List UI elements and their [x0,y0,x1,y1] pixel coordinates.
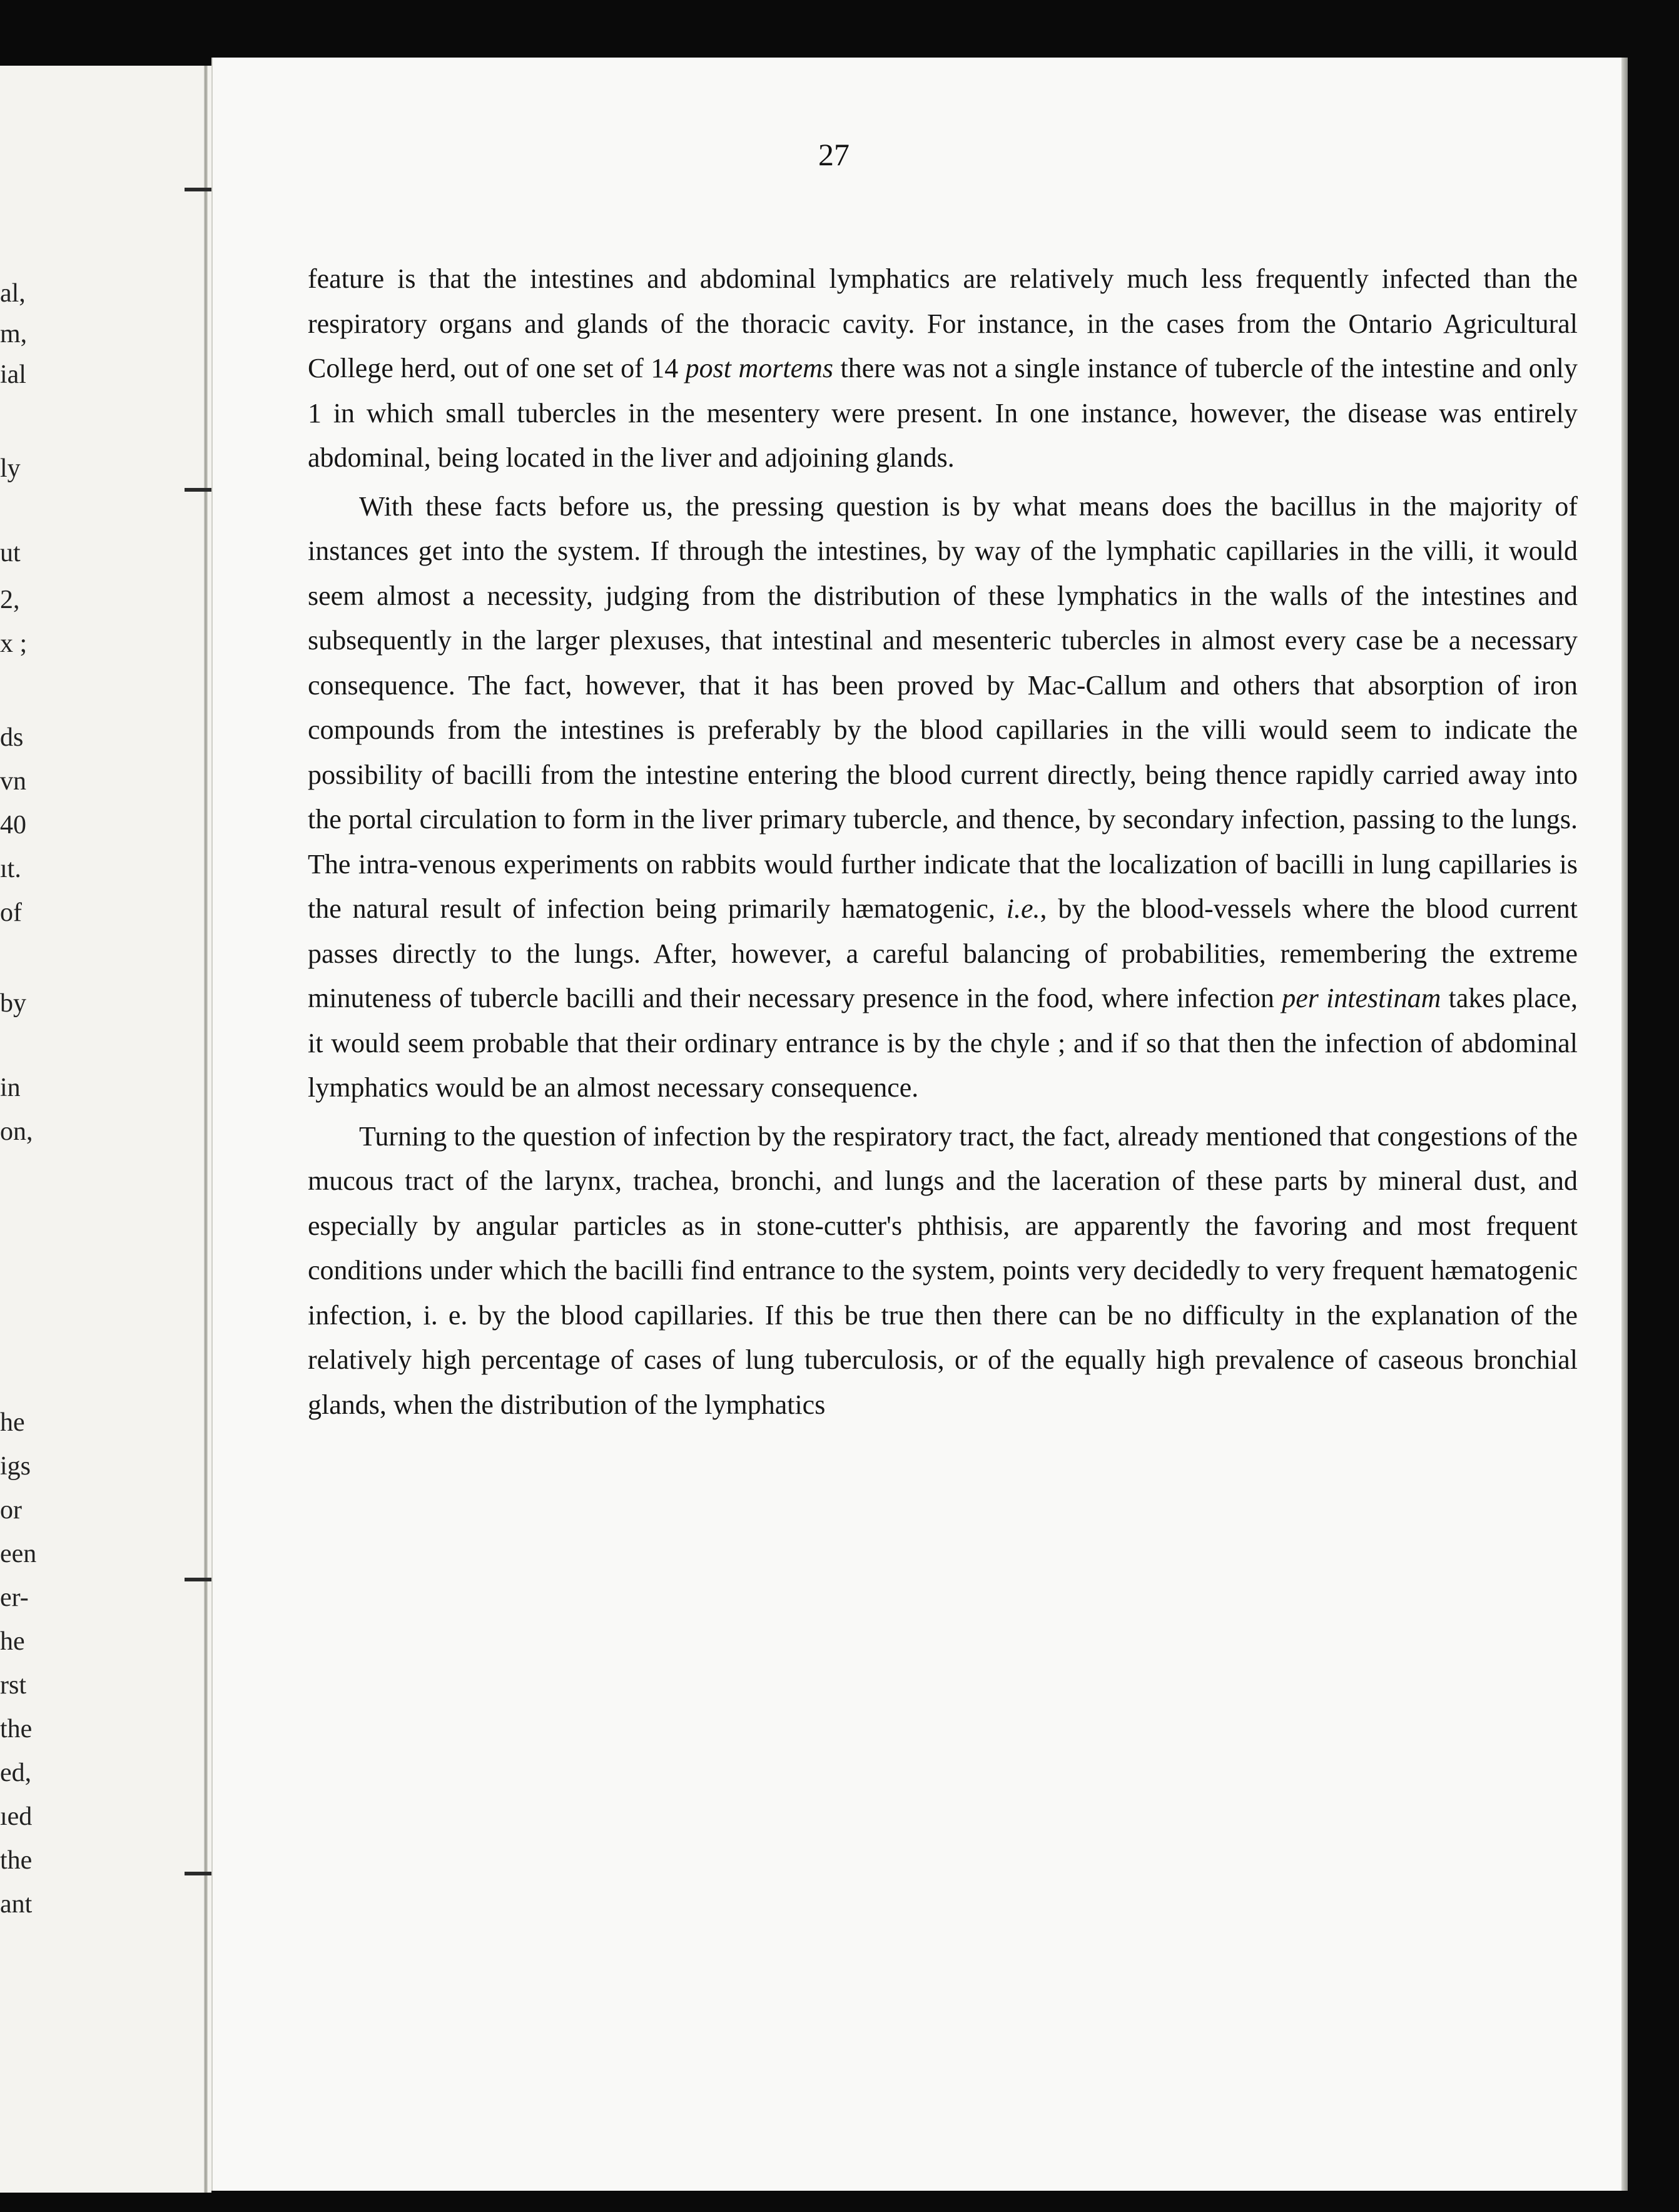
left-page-fragment: x ; [0,629,28,658]
paragraph-1: feature is that the intestines and abdominal lymphatics are relatively much less frequently infected than the respiratory organs and glands of the thoracic cavity. For instance, in the cases from the Ontario Agricultural College herd, out of one set of 14 post mortems there was not a single instance of tubercle of the intestine and only 1 in which small tubercles in the mesentery were present. In one instance, however, the disease was entirely abdominal, being located in the liver and adjoining glands. [308,263,1578,473]
left-page-fragment: ant [0,1890,33,1919]
left-page-fragment: ed, [0,1758,32,1787]
left-page-fragment: ly [0,454,21,483]
left-page-fragment: 40 [0,811,26,840]
left-page-fragment: the [0,1715,33,1743]
left-page-fragment: on, [0,1117,33,1146]
italic-term: i.e. [1006,893,1040,924]
left-page-fragment: er- [0,1583,29,1612]
page-number: 27 [818,137,850,172]
left-page-fragment: m, [0,320,28,348]
left-page-fragment: in [0,1073,21,1102]
left-page-fragment: the [0,1846,33,1875]
paragraph-2: With these facts before us, the pressing question is by what means does the bacillus in the majority of instances get into the system. If through the intestines, by way of the lymphatic capillaries in the villi, it would seem almost a necessity, judging from the distribution of these lymphatics in the walls of the intestines and subsequently in the larger plexuses, that intestinal and mesenteric tubercles in almost every case be a necessary consequence. The fact, however, that it has been proved by Mac-Callum and others that absorption of iron compounds from the intestines is preferably by the blood capillaries in the villi would seem to indicate the possibility of bacilli from the intestine entering the blood current directly, being thence rapidly carried away into the portal circulation to form in the liver primary tubercle, and thence, by secondary infection, passing to the lungs. The intra-venous experiments on rabbits would further indicate that the localization of bacilli in lung capillaries is the natural result of infection being primarily hæmatogenic, i.e., by the blood-vessels where the blood current passes directly to the lungs. After, however, a careful balancing of probabilities, remembering the extreme minuteness of tubercle bacilli and their necessary presence in the food, where infection per intestinam takes place, it would seem probable that their ordinary entrance is by the chyle ; and if so that then the infection of abdominal lymphatics would be an almost necessary consequence. [308,490,1578,1103]
left-page-fragment: al, [0,279,26,308]
left-page-fragment: igs [0,1452,31,1481]
left-page-fragment: by [0,989,26,1018]
left-page-fragment: 2, [0,586,20,614]
page-edge [1621,58,1628,2191]
left-page-fragment: vn [0,767,26,796]
left-page-fragment: he [0,1408,25,1437]
italic-term: per intestinam [1282,983,1441,1013]
left-page-fragment: rst [0,1671,26,1700]
left-page-fragment: een [0,1540,37,1568]
left-page-fragment: ut [0,539,21,567]
body-text [308,256,1578,1431]
left-page-fragment: he [0,1627,25,1656]
left-page-fragment: ial [0,360,26,389]
left-page-fragment: of [0,898,22,927]
left-page-fragment: ıed [0,1802,33,1831]
left-page-fragment: or [0,1496,22,1525]
left-page-fragment: ds [0,723,24,752]
paragraph-3: Turning to the question of infection by the respiratory tract, the fact, already mentioned that congestions of the mucous tract of the larynx, trachea, bronchi, and lungs and the laceration of these parts by mineral dust, and especially by angular particles as in stone-cutter's phthisis, are apparently the favoring and most frequent conditions under which the bacilli find entrance to the system, points very decidedly to very frequent hæmatogenic infection, i. e. by the blood capillaries. If this be true then there can be no difficulty in the explanation of the relatively high percentage of cases of lung tuberculosis, or of the equally high prevalence of caseous bronchial glands, when the distribution of the lymphatics [308,1120,1578,1420]
italic-term: post mortems [685,353,834,383]
left-page-fragment: ıt. [0,855,21,883]
left-page [0,66,211,2193]
